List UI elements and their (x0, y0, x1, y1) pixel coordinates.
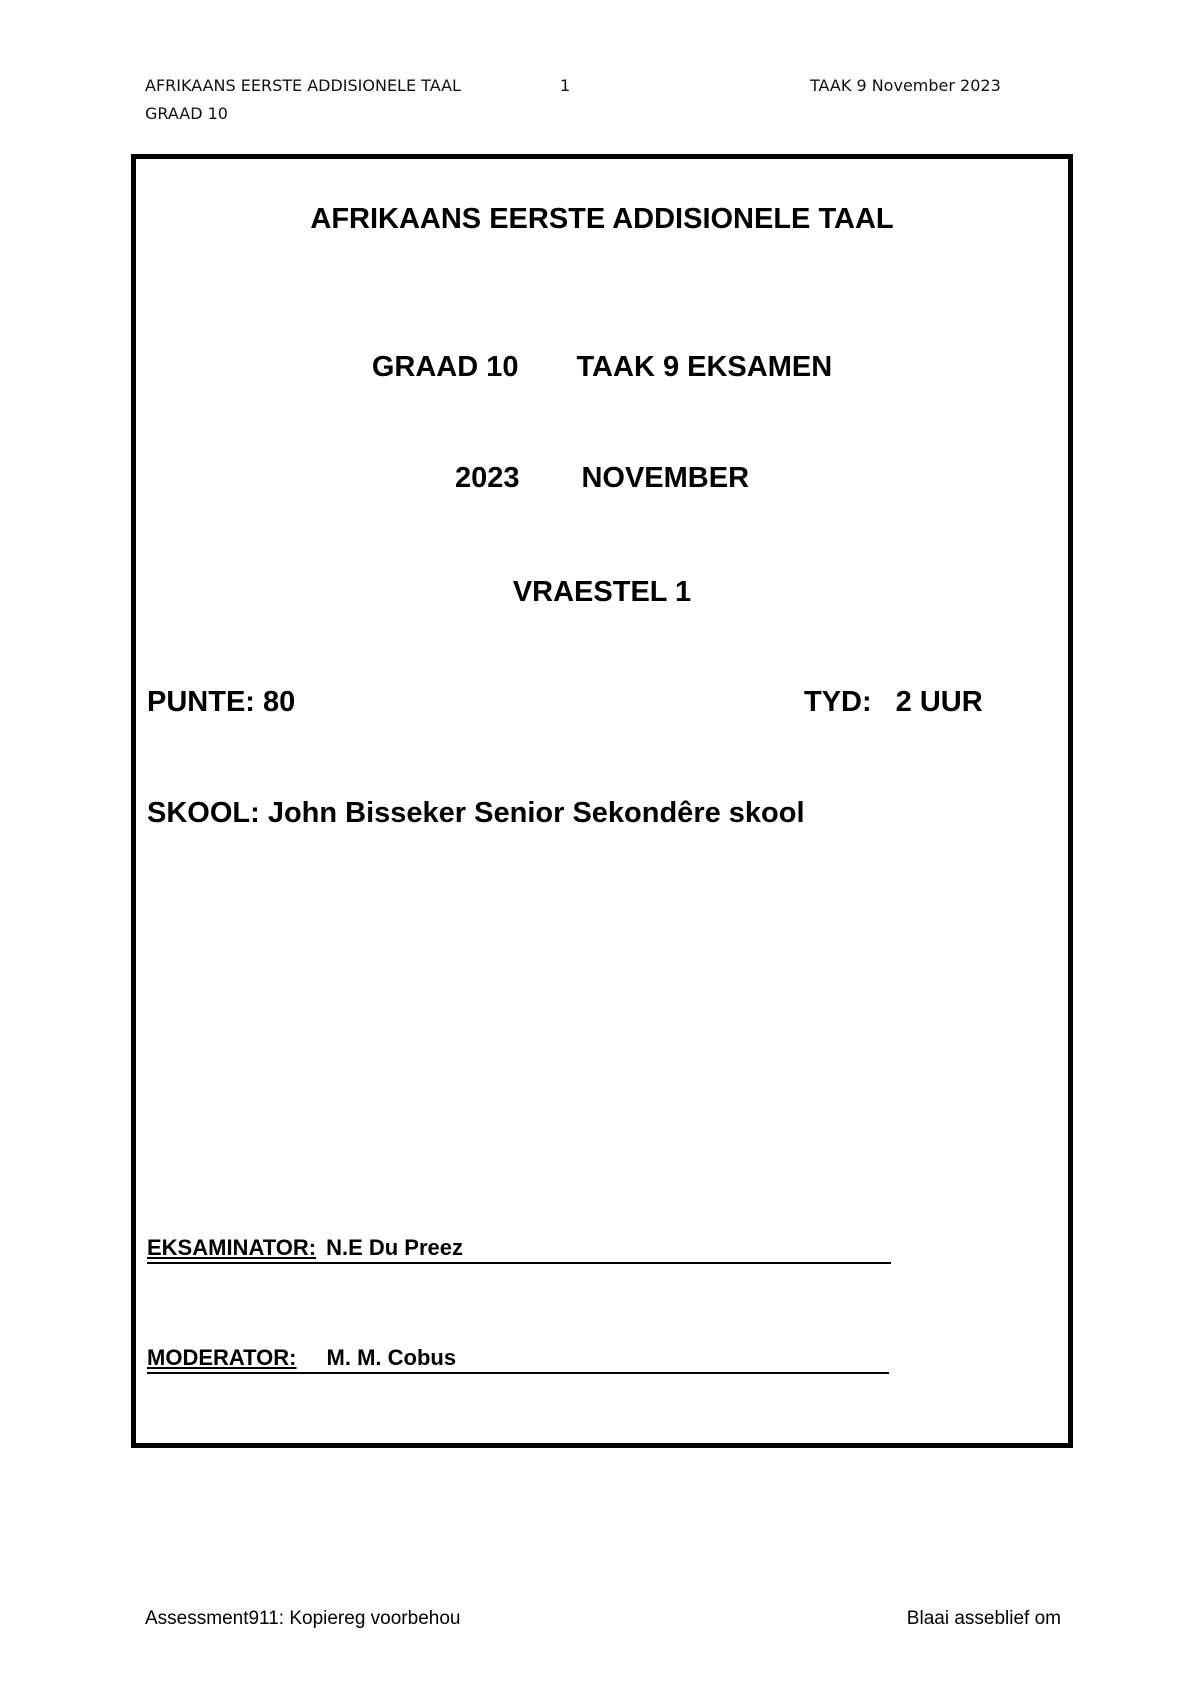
time-label: TYD: (804, 686, 872, 718)
time-allowed (804, 686, 983, 719)
cover-title: AFRIKAANS EERSTE ADDISIONELE TAAL (310, 203, 894, 235)
cover-grade: GRAAD 10 (371, 351, 519, 383)
footer-turn-over: Blaai asseblief om (906, 1608, 1061, 1629)
header-grade: GRAAD 10 (145, 104, 228, 123)
header-subject: AFRIKAANS EERSTE ADDISIONELE TAAL (145, 76, 461, 95)
cover-task: TAAK 9 EKSAMEN (576, 351, 833, 383)
total-marks: PUNTE: 80 (147, 686, 296, 718)
moderator-name: M. M. Cobus (326, 1345, 457, 1370)
examiner-name: N.E Du Preez (326, 1235, 464, 1260)
date-line (136, 462, 1068, 495)
cover-year: 2023 (454, 462, 520, 494)
examiner-line (147, 1235, 891, 1264)
footer-copyright: Assessment911: Kopiereg voorbehou (145, 1608, 461, 1629)
cover-month: NOVEMBER (581, 462, 750, 494)
examiner-label: EKSAMINATOR: (147, 1235, 317, 1260)
school-name: SKOOL: John Bisseker Senior Sekondêre skool (147, 797, 805, 829)
moderator-label: MODERATOR: (147, 1345, 297, 1370)
moderator-line (147, 1345, 889, 1374)
header-task-date: TAAK 9 November 2023 (810, 76, 1001, 95)
grade-task-line (136, 351, 1068, 384)
cover-frame (131, 154, 1073, 1448)
page-number: 1 (560, 76, 571, 95)
paper-number: VRAESTEL 1 (512, 576, 692, 608)
time-value: 2 UUR (895, 686, 983, 718)
